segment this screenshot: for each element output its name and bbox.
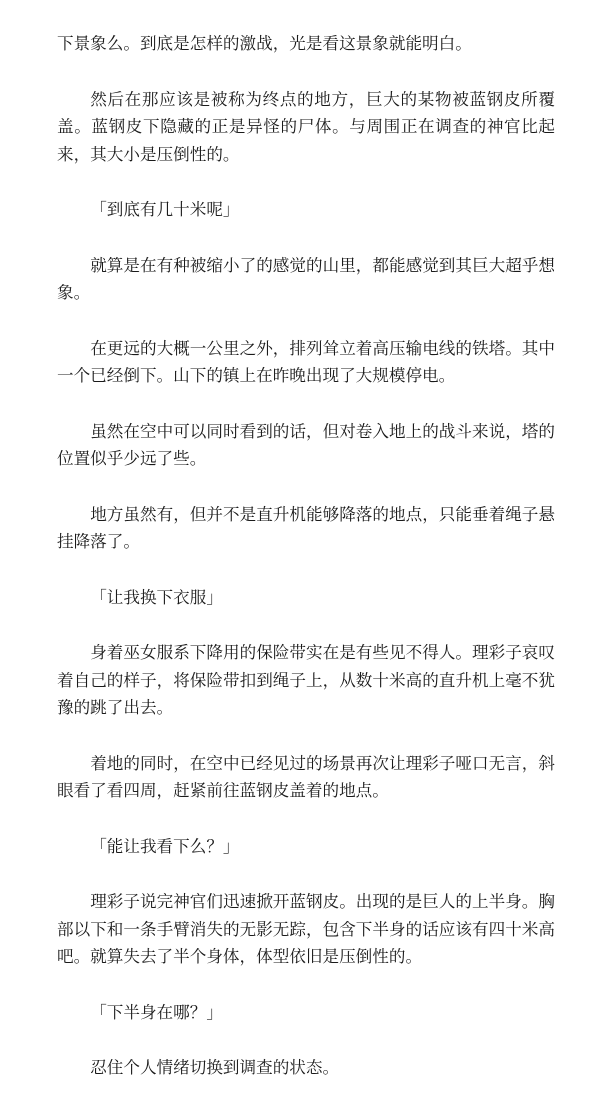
paragraph-2: 然后在那应该是被称为终点的地方，巨大的某物被蓝钢皮所覆盖。蓝钢皮下隐藏的正是异怪的尸体。与周围正在调查的神官比起来，其大小是压倒性的。 <box>57 89 555 164</box>
paragraph-1: 下景象么。到底是怎样的激战，光是看这景象就能明白。 <box>57 34 472 53</box>
paragraph-10: 忍住个人情绪切换到调查的状态。 <box>90 1058 340 1077</box>
dialogue-line-2: 「让我换下衣服」 <box>90 587 223 607</box>
paragraph-7: 身着巫女服系下降用的保险带实在是有些见不得人。理彩子哀叹着自己的样子，将保险带扣到绳子上，从数十米高的直升机上毫不犹豫的跳了出去。 <box>57 643 555 717</box>
paragraph-5: 虽然在空中可以同时看到的话，但对卷入地上的战斗来说，塔的位置似乎少远了些。 <box>57 421 555 468</box>
dialogue-line-4: 「下半身在哪？」 <box>90 1002 223 1022</box>
paragraph-4: 在更远的大概一公里之外，排列耸立着高压输电线的铁塔。其中一个已经倒下。山下的镇上在昨晚出现了大规模停电。 <box>57 338 555 385</box>
document-page <box>57 30 555 1110</box>
paragraph-8: 着地的同时，在空中已经见过的场景再次让理彩子哑口无言，斜眼看了看四周，赶紧前往蓝钢皮盖着的地点。 <box>57 753 555 800</box>
paragraph-6: 地方虽然有，但并不是直升机能够降落的地点，只能垂着绳子悬挂降落了。 <box>57 504 555 551</box>
paragraph-9: 理彩子说完神官们迅速掀开蓝钢皮。出现的是巨人的上半身。胸部以下和一条手臂消失的无影无踪，包含下半身的话应该有四十米高吧。就算失去了半个身体，体型依旧是压倒性的。 <box>57 892 555 966</box>
dialogue-line-3: 「能让我看下么？」 <box>90 836 240 856</box>
dialogue-line-1: 「到底有几十米呢」 <box>90 200 240 219</box>
paragraph-3: 就算是在有种被缩小了的感觉的山里，都能感觉到其巨大超乎想象。 <box>57 255 555 302</box>
